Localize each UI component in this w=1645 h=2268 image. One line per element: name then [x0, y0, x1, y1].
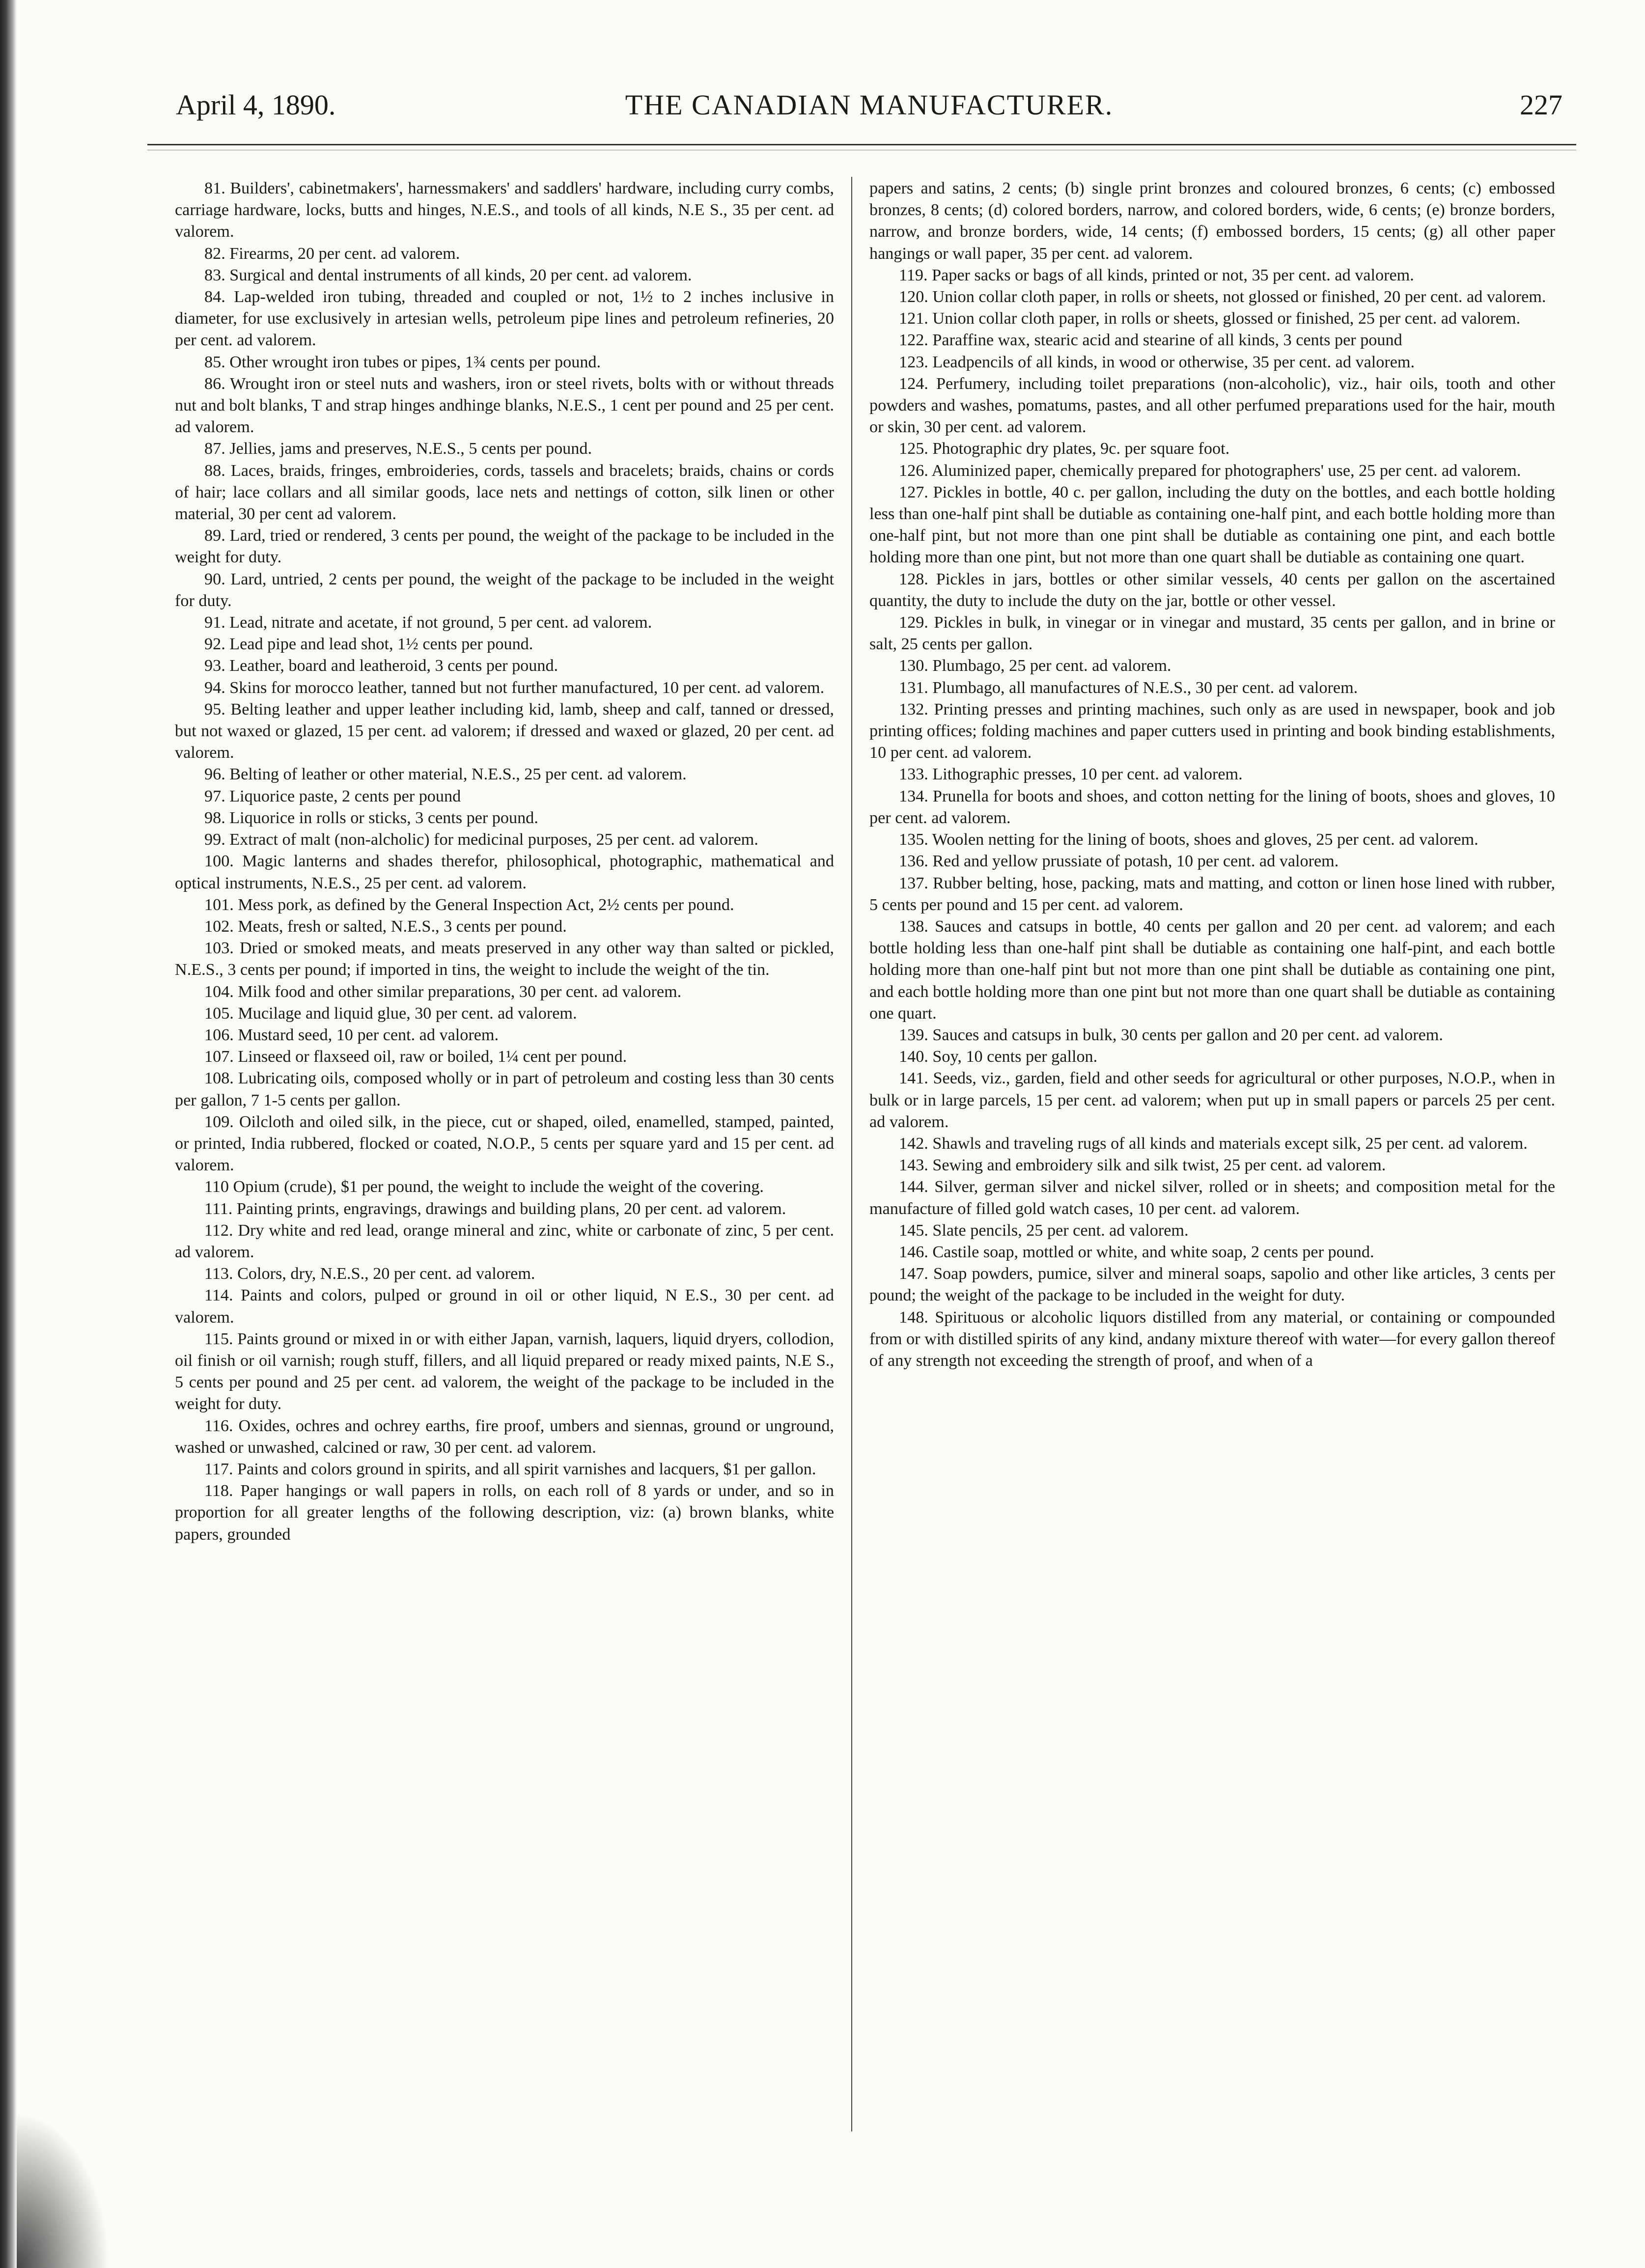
tariff-item: 94. Skins for morocco leather, tanned but not further manufactured, 10 per cent. ad valorem. — [204, 678, 825, 697]
tariff-item: 96. Belting of leather or other material, N.E.S., 25 per cent. ad valorem. — [204, 765, 687, 784]
tariff-item: 114. Paints and colors, pulped or ground in oil or other liquid, N E.S., 30 per cent. ad valorem. — [175, 1286, 834, 1327]
tariff-item: 137. Rubber belting, hose, packing, mats and matting, and cotton or linen hose lined with rubber, 5 cents per pound and 15 per cent. ad valorem. — [869, 874, 1555, 914]
tariff-item: 136. Red and yellow prussiate of potash, 10 per cent. ad valorem. — [899, 852, 1339, 871]
tariff-item: 99. Extract of malt (non-alcholic) for medicinal purposes, 25 per cent. ad valorem. — [204, 830, 758, 849]
column-divider — [851, 177, 852, 2131]
tariff-item: 128. Pickles in jars, bottles or other similar vessels, 40 cents per gallon on the ascertained quantity, the duty to include the duty on the jar, bottle or other vessel. — [869, 570, 1555, 610]
tariff-item: 143. Sewing and embroidery silk and silk twist, 25 per cent. ad valorem. — [899, 1156, 1386, 1175]
tariff-item: 110 Opium (crude), $1 per pound, the weight to include the weight of the covering. — [204, 1178, 764, 1196]
tariff-item: 89. Lard, tried or rendered, 3 cents per pound, the weight of the package to be included in the weight for duty. — [175, 526, 834, 567]
tariff-item: 87. Jellies, jams and preserves, N.E.S., 5 cents per pound. — [204, 440, 592, 458]
publication-title: THE CANADIAN MANUFACTURER. — [625, 89, 1114, 121]
tariff-item: 90. Lard, untried, 2 cents per pound, the weight of the package to be included in the weight for duty. — [175, 570, 834, 610]
binding-shadow — [17, 2112, 110, 2268]
tariff-item: 106. Mustard seed, 10 per cent. ad valorem. — [204, 1025, 499, 1044]
tariff-item: 82. Firearms, 20 per cent. ad valorem. — [204, 244, 460, 263]
tariff-item: 125. Photographic dry plates, 9c. per square foot. — [899, 440, 1230, 458]
tariff-item: 132. Printing presses and printing machines, such only as are used in newspaper, book and job printing offices; folding machines and paper cutters used in printing and book binding establishments, 10 per cent. ad valorem. — [869, 700, 1555, 762]
tariff-item: 119. Paper sacks or bags of all kinds, printed or not, 35 per cent. ad valorem. — [899, 266, 1414, 284]
tariff-item: 123. Leadpencils of all kinds, in wood or otherwise, 35 per cent. ad valorem. — [899, 353, 1415, 371]
tariff-item: 98. Liquorice in rolls or sticks, 3 cents per pound. — [204, 808, 538, 827]
tariff-item: 95. Belting leather and upper leather including kid, lamb, sheep and calf, tanned or dressed, but not waxed or glazed, 15 per cent. ad valorem; if dressed and waxed or glazed, 20 per cent. ad valorem. — [175, 700, 834, 762]
tariff-item: 115. Paints ground or mixed in or with either Japan, varnish, laquers, liquid dryers, collodion, oil finish or oil varnish; rough stuff, fillers, and all liquid prepared or ready mixed paints, N.E S., 5 cents per pound and 25 per cent. ad valorem, the weight of the package to be included in the weight for duty. — [175, 1329, 834, 1413]
tariff-item: 85. Other wrought iron tubes or pipes, 1¾ cents per pound. — [204, 353, 601, 371]
tariff-item: 133. Lithographic presses, 10 per cent. ad valorem. — [899, 765, 1243, 784]
tariff-item: 108. Lubricating oils, composed wholly or in part of petroleum and costing less than 30 cents per gallon, 7 1-5 cents per gallon. — [175, 1069, 834, 1109]
tariff-item: 121. Union collar cloth paper, in rolls or sheets, glossed or finished, 25 per cent. ad valorem. — [899, 309, 1521, 328]
tariff-item: 116. Oxides, ochres and ochrey earths, fire proof, umbers and siennas, ground or unground, washed or unwashed, calcined or raw, 30 per cent. ad valorem. — [175, 1416, 834, 1457]
tariff-item: 122. Paraffine wax, stearic acid and stearine of all kinds, 3 cents per pound — [899, 331, 1402, 350]
tariff-item: 144. Silver, german silver and nickel silver, rolled or in sheets; and composition metal for the manufacture of filled gold watch cases, 10 per cent. ad valorem. — [869, 1178, 1555, 1218]
tariff-item: 124. Perfumery, including toilet preparations (non-alcoholic), viz., hair oils, tooth and other powders and washes, pomatums, pastes, and all other perfumed preparations used for the hair, mouth or skin, 30 per cent. ad valorem. — [869, 374, 1555, 437]
page-number: 227 — [1520, 89, 1562, 121]
tariff-item: 145. Slate pencils, 25 per cent. ad valorem. — [899, 1221, 1189, 1240]
header-rule — [147, 144, 1576, 145]
page-header — [176, 83, 1562, 123]
tariff-item: 105. Mucilage and liquid glue, 30 per cent. ad valorem. — [204, 1004, 577, 1023]
tariff-item: 113. Colors, dry, N.E.S., 20 per cent. ad valorem. — [204, 1265, 535, 1283]
tariff-item: 102. Meats, fresh or salted, N.E.S., 3 cents per pound. — [204, 917, 567, 936]
tariff-item: 91. Lead, nitrate and acetate, if not ground, 5 per cent. ad valorem. — [204, 613, 652, 632]
tariff-item: 135. Woolen netting for the lining of boots, shoes and gloves, 25 per cent. ad valorem. — [899, 830, 1478, 849]
tariff-item: 126. Aluminized paper, chemically prepared for photographers' use, 25 per cent. ad valorem. — [899, 461, 1521, 480]
tariff-item: 129. Pickles in bulk, in vinegar or in vinegar and mustard, 35 cents per gallon, and in brine or salt, 25 cents per gallon. — [869, 613, 1555, 654]
tariff-item: 97. Liquorice paste, 2 cents per pound — [204, 787, 461, 805]
tariff-item: 93. Leather, board and leatheroid, 3 cents per pound. — [204, 657, 558, 675]
tariff-item: 131. Plumbago, all manufactures of N.E.S., 30 per cent. ad valorem. — [899, 678, 1358, 697]
tariff-item: 147. Soap powders, pumice, silver and mineral soaps, sapolio and other like articles, 3 cents per pound; the weight of the package to be included in the weight for duty. — [869, 1265, 1555, 1305]
tariff-item: 86. Wrought iron or steel nuts and washers, iron or steel rivets, bolts with or without threads nut and bolt blanks, T and strap hinges andhinge blanks, N.E.S., 1 cent per pound and 25 per cent. ad valorem. — [175, 374, 834, 437]
tariff-item: 148. Spirituous or alcoholic liquors distilled from any material, or containing or compounded from or with distilled spirits of any kind, andany mixture thereof with water—for every gallon thereof of any strength not exceeding the strength of proof, and when of a — [869, 1308, 1555, 1370]
tariff-item: 103. Dried or smoked meats, and meats preserved in any other way than salted or pickled, N.E.S., 3 cents per pound; if imported in tins, the weight to include the weight of the tin. — [175, 939, 834, 979]
tariff-item: 120. Union collar cloth paper, in rolls or sheets, not glossed or finished, 20 per cent. ad valorem. — [899, 288, 1546, 306]
tariff-item: 81. Builders', cabinetmakers', harnessmakers' and saddlers' hardware, including curry combs, carriage hardware, locks, butts and hinges, N.E.S., and tools of all kinds, N.E S., 35 per cent. ad valorem. — [175, 179, 834, 241]
tariff-item: 146. Castile soap, mottled or white, and white soap, 2 cents per pound. — [899, 1243, 1374, 1261]
tariff-item: 104. Milk food and other similar preparations, 30 per cent. ad valorem. — [204, 982, 682, 1001]
tariff-item: 138. Sauces and catsups in bottle, 40 cents per gallon and 20 per cent. ad valorem; and each bottle holding less than one-half pint shall be dutiable as containing one half-pint, and each bottle holding more than one-half pint but not more than one pint shall be dutiable as containing one pint, and each bottle holding more than one pint but not more than one quart shall be dutiable as containing one quart. — [869, 917, 1555, 1023]
tariff-item: 127. Pickles in bottle, 40 c. per gallon, including the duty on the bottles, and each bottle holding less than one-half pint shall be dutiable as containing one-half pint, and each bottle holding more than one-half pint, but not more than one pint shall be dutiable as containing one pint, and each bottle holding more than one pint, but not more than one quart shall be dutiable as containing one quart. — [869, 483, 1555, 567]
left-column — [175, 178, 834, 2260]
right-column — [869, 178, 1555, 2260]
tariff-item: 107. Linseed or flaxseed oil, raw or boiled, 1¼ cent per pound. — [204, 1048, 627, 1066]
tariff-item: 88. Laces, braids, fringes, embroideries, cords, tassels and bracelets; braids, chains or cords of hair; lace collars and all similar goods, lace nets and nettings of cotton, silk linen or other material, 30 per cent ad valorem. — [175, 461, 834, 524]
tariff-item: 111. Painting prints, engravings, drawings and building plans, 20 per cent. ad valorem. — [204, 1199, 786, 1218]
tariff-item: 100. Magic lanterns and shades therefor, philosophical, photographic, mathematical and optical instruments, N.E.S., 25 per cent. ad valorem. — [175, 852, 834, 892]
tariff-item: 139. Sauces and catsups in bulk, 30 cents per gallon and 20 per cent. ad valorem. — [899, 1025, 1443, 1044]
tariff-item: 92. Lead pipe and lead shot, 1½ cents per pound. — [204, 635, 533, 654]
binding-edge — [0, 0, 17, 2268]
tariff-item: 109. Oilcloth and oiled silk, in the piece, cut or shaped, oiled, enamelled, stamped, painted, or printed, India rubbered, flocked or coated, N.O.P., 5 cents per square yard and 15 per cent. ad valorem. — [175, 1112, 834, 1175]
tariff-item: 117. Paints and colors ground in spirits, and all spirit varnishes and lacquers, $1 per gallon. — [204, 1460, 816, 1478]
tariff-item: 141. Seeds, viz., garden, field and other seeds for agricultural or other purposes, N.O.P., when in bulk or in large parcels, 15 per cent. ad valorem; when put up in small papers or parcels 25 per cent. ad valorem. — [869, 1069, 1555, 1131]
tariff-item-continuation: papers and satins, 2 cents; (b) single print bronzes and coloured bronzes, 6 cents; (c) embossed bronzes, 8 cents; (d) colored borders, narrow, and colored borders, wide, 6 cents; (e) bronze borders, narrow, and bronze borders, wide, 14 cents; (f) embossed borders, 15 cents; (g) all other paper hangings or wall paper, 35 per cent. ad valorem. — [869, 179, 1555, 263]
tariff-item: 84. Lap-welded iron tubing, threaded and coupled or not, 1½ to 2 inches inclusive in diameter, for use exclusively in artesian wells, petroleum pipe lines and petroleum refineries, 20 per cent. ad valorem. — [175, 288, 834, 350]
tariff-item: 118. Paper hangings or wall papers in rolls, on each roll of 8 yards or under, and so in proportion for all greater lengths of the following description, viz: (a) brown blanks, white papers, grounded — [175, 1482, 834, 1544]
tariff-item: 140. Soy, 10 cents per gallon. — [899, 1048, 1098, 1066]
tariff-item: 112. Dry white and red lead, orange mineral and zinc, white or carbonate of zinc, 5 per cent. ad valorem. — [175, 1221, 834, 1261]
tariff-item: 101. Mess pork, as defined by the General Inspection Act, 2½ cents per pound. — [204, 895, 734, 914]
tariff-item: 142. Shawls and traveling rugs of all kinds and materials except silk, 25 per cent. ad valorem. — [899, 1134, 1528, 1153]
tariff-item: 130. Plumbago, 25 per cent. ad valorem. — [899, 657, 1171, 675]
tariff-item: 83. Surgical and dental instruments of all kinds, 20 per cent. ad valorem. — [204, 266, 692, 284]
issue-date: April 4, 1890. — [176, 89, 336, 121]
tariff-item: 134. Prunella for boots and shoes, and cotton netting for the lining of boots, shoes and gloves, 10 per cent. ad valorem. — [869, 787, 1555, 827]
